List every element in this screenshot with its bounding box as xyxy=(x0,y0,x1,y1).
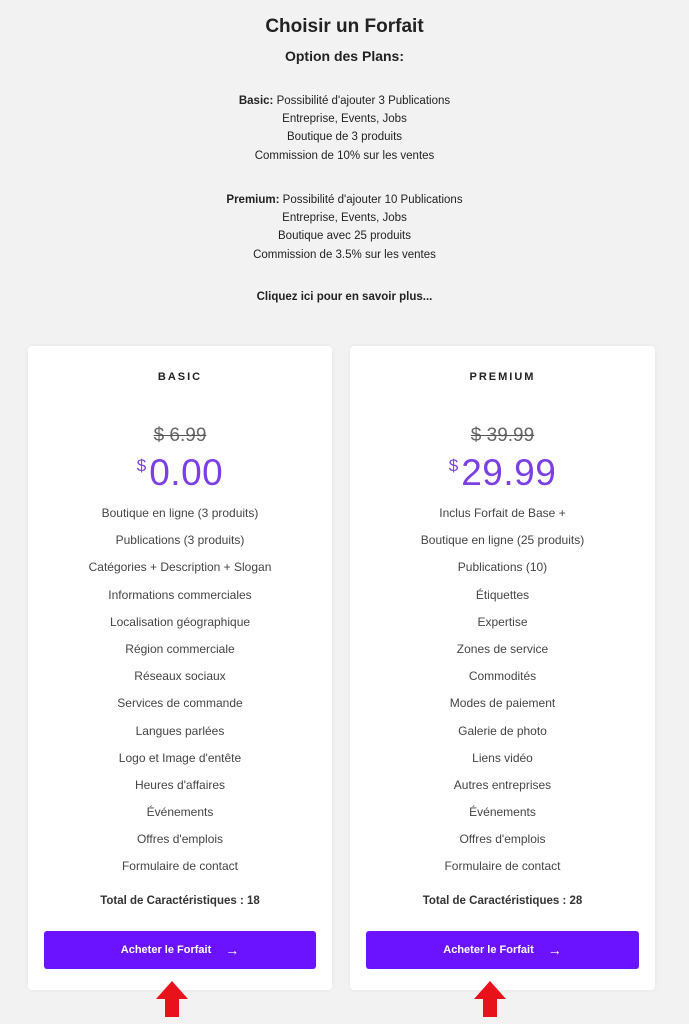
current-price xyxy=(350,452,655,494)
plan-name: BASIC xyxy=(157,371,203,383)
feature-total: Total de Caractéristiques : 18 xyxy=(100,895,260,907)
feature-item: Offres d'emplois xyxy=(136,832,224,847)
feature-item: Liens vidéo xyxy=(472,750,533,765)
plan-name: PREMIUM xyxy=(469,371,536,383)
current-price xyxy=(28,452,332,494)
feature-list xyxy=(350,504,655,885)
feature-item: Offres d'emplois xyxy=(459,832,546,847)
basic-desc-line: Possibilité d'ajouter 3 Publications xyxy=(276,95,451,107)
feature-item: Formulaire de contact xyxy=(444,859,561,874)
premium-desc-line: Entreprise, Events, Jobs xyxy=(282,212,407,225)
feature-item: Langues parlées xyxy=(135,723,225,738)
feature-item: Formulaire de contact xyxy=(121,859,239,874)
red-up-arrow-icon xyxy=(154,979,190,1019)
feature-item: Étiquettes xyxy=(475,587,530,602)
old-price: $ 6.99 xyxy=(153,425,207,446)
price-amount: 29.99 xyxy=(461,452,557,493)
premium-desc-label: Premium: xyxy=(226,194,280,206)
red-up-arrow-icon xyxy=(472,979,508,1019)
feature-item: Événements xyxy=(469,805,536,820)
arrow-right-icon: → xyxy=(547,942,562,958)
old-price: $ 39.99 xyxy=(470,425,535,446)
feature-item: Inclus Forfait de Base + xyxy=(439,506,566,520)
arrow-right-icon: → xyxy=(225,942,240,958)
basic-desc-label: Basic: xyxy=(238,95,274,107)
premium-desc-line: Possibilité d'ajouter 10 Publications xyxy=(282,194,463,206)
basic-desc-line: Boutique de 3 produits xyxy=(286,131,403,144)
page-title: Choisir un Forfait xyxy=(265,16,424,37)
buy-button-label: Acheter le Forfait xyxy=(443,944,534,956)
feature-item: Expertise xyxy=(477,614,528,629)
feature-item: Commodités xyxy=(468,669,537,684)
feature-item: Modes de paiement xyxy=(449,696,556,711)
basic-plan-description xyxy=(0,92,689,165)
feature-item: Boutique en ligne (25 produits) xyxy=(420,533,585,548)
feature-item: Heures d'affaires xyxy=(134,777,226,792)
feature-item: Galerie de photo xyxy=(458,723,547,738)
premium-plan-description xyxy=(0,191,689,264)
premium-desc-line: Boutique avec 25 produits xyxy=(278,230,411,243)
feature-item: Informations commerciales xyxy=(108,587,252,602)
feature-item: Publications (3 produits) xyxy=(115,533,245,548)
feature-item: Publications (10) xyxy=(457,560,548,575)
feature-item: Catégories + Description + Slogan xyxy=(88,560,272,575)
plans-subtitle: Option des Plans: xyxy=(284,48,404,64)
currency-symbol: $ xyxy=(448,456,459,475)
pricing-card-basic xyxy=(28,346,332,990)
basic-desc-line: Commission de 10% sur les ventes xyxy=(254,149,435,162)
buy-plan-button-basic[interactable] xyxy=(44,931,316,969)
feature-item: Localisation géographique xyxy=(109,614,251,629)
feature-item: Logo et Image d'entête xyxy=(118,750,242,765)
basic-desc-line: Entreprise, Events, Jobs xyxy=(282,113,407,126)
learn-more-link[interactable]: Cliquez ici pour en savoir plus... xyxy=(256,291,433,303)
buy-button-label: Acheter le Forfait xyxy=(120,944,212,956)
feature-list xyxy=(28,504,332,885)
buy-plan-button-premium[interactable] xyxy=(366,931,639,969)
feature-total: Total de Caractéristiques : 28 xyxy=(422,895,583,907)
price-amount: 0.00 xyxy=(149,452,224,493)
feature-item: Zones de service xyxy=(456,641,549,656)
feature-item: Région commerciale xyxy=(125,641,235,656)
feature-item: Boutique en ligne (3 produits) xyxy=(101,506,259,520)
feature-item: Événements xyxy=(146,805,214,820)
feature-item: Services de commande xyxy=(117,696,243,711)
premium-desc-line: Commission de 3.5% sur les ventes xyxy=(253,248,436,261)
currency-symbol: $ xyxy=(136,456,147,475)
pricing-card-premium xyxy=(350,346,655,990)
feature-item: Réseaux sociaux xyxy=(134,669,226,684)
feature-item: Autres entreprises xyxy=(453,777,552,792)
